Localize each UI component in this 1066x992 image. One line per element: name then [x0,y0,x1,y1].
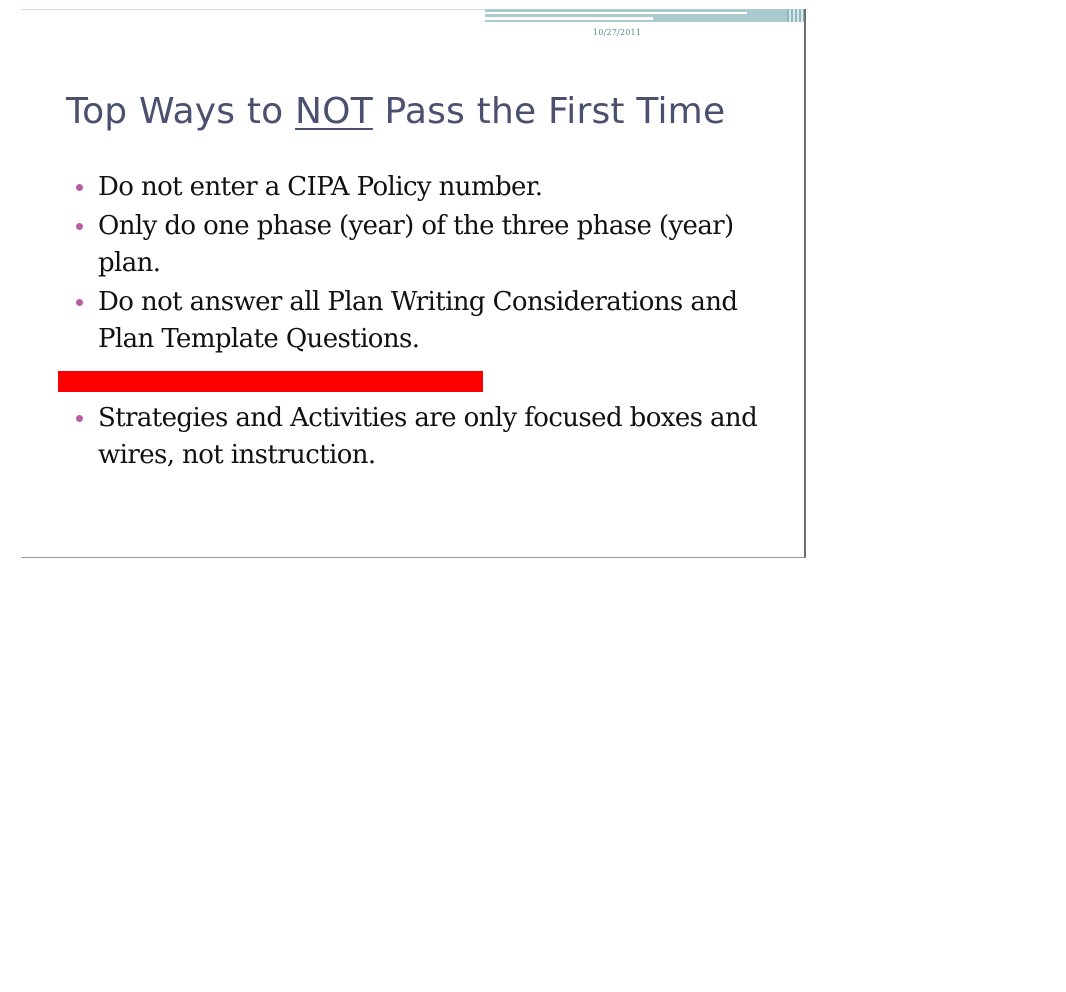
bullet-item [76,400,766,474]
bullet-dot-icon [76,184,83,191]
slide-title [66,91,725,132]
top-divider-line [21,9,485,10]
header-decoration-bar [485,9,800,22]
header-decoration-stripes [787,9,804,22]
bullet-dot-icon [76,299,83,306]
title-text-start: Top Ways to [66,91,296,132]
bullet-text: Strategies and Activities are only focused boxes and wires, not instruction. [98,403,758,470]
slide-date: 10/27/2011 [593,28,642,37]
title-text-end: Pass the First Time [372,91,726,132]
bullet-item [76,284,766,358]
title-emphasis: NOT [295,91,373,132]
bullet-text: Do not answer all Plan Writing Considerations and Plan Template Questions. [98,287,738,354]
header-decoration-line [485,12,747,14]
bullet-text: Only do one phase (year) of the three phase (year) plan. [98,211,734,278]
header-decoration-line [485,17,653,20]
bullet-dot-icon [76,223,83,230]
slide [21,9,806,558]
bullet-item [76,169,766,206]
bullet-item [76,208,766,282]
bullet-text: Do not enter a CIPA Policy number. [98,172,543,202]
bullet-dot-icon [76,415,83,422]
bullet-list [76,169,766,476]
redaction-bar [58,371,483,392]
